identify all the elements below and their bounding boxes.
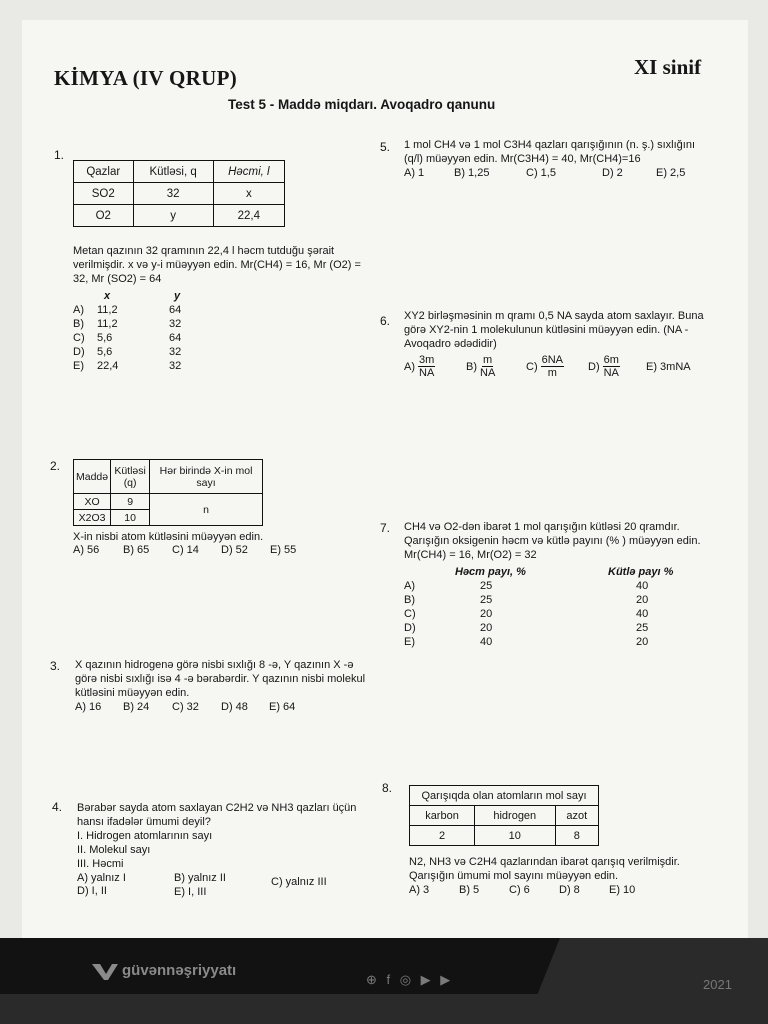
- publisher-logo-icon: [92, 962, 118, 982]
- footer-band: [0, 938, 560, 994]
- q8-table-title: Qarışıqda olan atomların mol sayı: [410, 786, 599, 806]
- q4-option[interactable]: D) I, II: [77, 885, 107, 897]
- q2-option[interactable]: C) 14: [172, 544, 199, 556]
- q8-cell-hydrogen: 10: [475, 826, 556, 846]
- q7-number: 7.: [380, 521, 391, 535]
- q8-option[interactable]: E) 10: [609, 884, 636, 896]
- q8-cell-carbon: 2: [410, 826, 475, 846]
- q5-text: 1 mol CH4 və 1 mol C3H4 qazları qarışığının (n. ş.) sıxlığını (q/l) müəyyən edin. Mr(C3H4) = 40, Mr(CH4)=16: [404, 139, 696, 165]
- q2-table: [73, 459, 263, 526]
- q5-option[interactable]: A) 1: [404, 167, 425, 179]
- q2-option[interactable]: D) 52: [221, 544, 248, 556]
- q8-option[interactable]: A) 3: [409, 884, 430, 896]
- q2-cell-mol: n: [150, 494, 263, 526]
- q7-col-volume: Həcm payı, %: [455, 566, 526, 578]
- q3-option[interactable]: C) 32: [172, 701, 199, 713]
- q4-item: II. Molekul sayı: [77, 844, 151, 856]
- q2-option[interactable]: A) 56: [73, 544, 100, 556]
- q2-cell-substance: X2O3: [74, 510, 111, 526]
- q2-header-mol: Hər birində X-in mol sayı: [150, 460, 263, 494]
- q6-option-a[interactable]: A) $\frac{3m}{NA}$: [404, 354, 435, 379]
- q7-text: CH4 və O2-dən ibarət 1 mol qarışığın kütləsi 20 qramdır. Qarışığın oksigenin həcm və kütlə payını (% ) müəyyən edin. Mr(CH4) = 16, Mr(O2) = 32: [404, 521, 701, 561]
- q3-option[interactable]: A) 16: [75, 701, 102, 713]
- q1-option[interactable]: E) 22,4 32: [73, 360, 182, 372]
- q8-number: 8.: [382, 781, 393, 795]
- q5-option[interactable]: E) 2,5: [656, 167, 686, 179]
- q8-text: N2, NH3 və C2H4 qazlarından ibarət qarışıq verilmişdir. Qarışığın ümumi mol sayını müəyyən edin.: [409, 856, 680, 882]
- q2-option[interactable]: E) 55: [270, 544, 297, 556]
- test-title: Test 5 - Maddə miqdarı. Avoqadro qanunu: [228, 97, 496, 112]
- subject-title: KİMYA (IV QRUP): [54, 66, 238, 90]
- q8-table: [409, 785, 599, 846]
- q1-option[interactable]: A) 11,2 64: [73, 304, 182, 316]
- q1-header-volume: Həcmi, l: [213, 161, 284, 183]
- q1-number: 1.: [54, 148, 65, 162]
- q6-number: 6.: [380, 314, 391, 328]
- q6-option-e[interactable]: E) 3mNA: [646, 360, 691, 373]
- q5-options: [404, 167, 685, 179]
- q5-option[interactable]: B) 1,25: [454, 167, 490, 179]
- q1-option[interactable]: B) 11,2 32: [73, 318, 182, 330]
- q4-option[interactable]: E) I, III: [174, 886, 207, 898]
- q1-header-gases: Qazlar: [74, 161, 134, 183]
- q8-header-carbon: karbon: [410, 806, 475, 826]
- q1-cell-mass: 32: [133, 183, 213, 205]
- q3-option[interactable]: E) 64: [269, 701, 296, 713]
- q7-option[interactable]: A) 25 40: [404, 580, 649, 592]
- q8-options: [409, 884, 635, 896]
- q1-table: [73, 160, 285, 227]
- q1-option[interactable]: C) 5,6 64: [73, 332, 182, 344]
- q2-cell-mass: 9: [111, 494, 150, 510]
- q7-option[interactable]: D) 20 25: [404, 622, 649, 634]
- q4-option[interactable]: B) yalnız II: [174, 872, 226, 884]
- q4-option[interactable]: A) yalnız I: [77, 872, 126, 884]
- q2-cell-substance: XO: [74, 494, 111, 510]
- q4-text: Bərabər sayda atom saxlayan C2H2 və NH3 qazları üçün hansı ifadələr ümumi deyil?: [77, 802, 357, 828]
- q8-option[interactable]: D) 8: [559, 884, 580, 896]
- q6-option-d[interactable]: D) $\frac{6m}{NA}$: [588, 354, 619, 379]
- q3-text: X qazının hidrogenə görə nisbi sıxlığı 8 -ə, Y qazının X -ə görə nisbi sıxlığı isə 4 -ə bərabərdir. Y qazının nisbi molekul kütləsini müəyyən edin.: [75, 659, 366, 699]
- q1-header-mass: Kütləsi, q: [133, 161, 213, 183]
- q4-item: III. Həcmi: [77, 858, 124, 870]
- q6-text: XY2 birləşməsinin m qramı 0,5 NA sayda atom saxlayır. Buna görə XY2-nin 1 molekulunun kütləsini müəyyən edin. (NA - Avoqadro ədədidir): [404, 310, 704, 350]
- q8-option[interactable]: B) 5: [459, 884, 480, 896]
- q7-option[interactable]: C) 20 40: [404, 608, 649, 620]
- q2-header-substance: Maddə: [74, 460, 111, 494]
- q8-header-nitrogen: azot: [555, 806, 598, 826]
- footer-year: 2021: [703, 977, 732, 992]
- q2-option[interactable]: B) 65: [123, 544, 150, 556]
- q5-number: 5.: [380, 140, 391, 154]
- q1-col-y: y: [174, 290, 181, 302]
- publisher-name: güvənnəşriyyatı: [122, 962, 237, 979]
- q6-option-b[interactable]: B) $\frac{m}{NA}$: [466, 354, 496, 379]
- q7-col-mass: Kütlə payı %: [608, 566, 674, 578]
- q4-number: 4.: [52, 800, 63, 814]
- q8-header-hydrogen: hidrogen: [475, 806, 556, 826]
- q7-option[interactable]: B) 25 20: [404, 594, 649, 606]
- q2-options: [73, 544, 296, 556]
- q3-option[interactable]: B) 24: [123, 701, 150, 713]
- q4-item: I. Hidrogen atomlarının sayı: [77, 830, 213, 842]
- grade-title: XI sinif: [634, 55, 702, 79]
- q1-cell-volume: x: [213, 183, 284, 205]
- q4-option[interactable]: C) yalnız III: [271, 876, 327, 888]
- q1-cell-gas: SO2: [74, 183, 134, 205]
- q1-options: [73, 303, 181, 373]
- q3-option[interactable]: D) 48: [221, 701, 248, 713]
- q6-option-c[interactable]: C) $\frac{6NA}{m}$: [526, 354, 564, 379]
- q1-cell-mass: y: [133, 205, 213, 227]
- q1-text: Metan qazının 32 qramının 22,4 l həcm tutduğu şərait verilmişdir. x və y-i müəyyən edin. Mr(CH4) = 16, Mr (O2) = 32, Mr (SO2) = 64: [73, 245, 361, 285]
- q2-cell-mass: 10: [111, 510, 150, 526]
- social-icons: ⊕ f ◎ ▶ ▶: [366, 972, 454, 987]
- q2-text: X-in nisbi atom kütləsini müəyyən edin.: [73, 531, 264, 543]
- q1-cell-volume: 22,4: [213, 205, 284, 227]
- q3-number: 3.: [50, 659, 61, 673]
- q8-cell-nitrogen: 8: [555, 826, 598, 846]
- q2-header-mass: Kütləsi (q): [111, 460, 150, 494]
- q6-options: [404, 354, 691, 379]
- q1-col-x: x: [104, 290, 111, 302]
- q7-option[interactable]: E) 40 20: [404, 636, 649, 648]
- q2-number: 2.: [50, 459, 61, 473]
- q5-option[interactable]: C) 1,5: [526, 167, 556, 179]
- q1-option[interactable]: D) 5,6 32: [73, 346, 182, 358]
- q5-option[interactable]: D) 2: [602, 167, 623, 179]
- q7-options: [404, 579, 648, 649]
- q3-options: [75, 701, 295, 713]
- q1-cell-gas: O2: [74, 205, 134, 227]
- q8-option[interactable]: C) 6: [509, 884, 530, 896]
